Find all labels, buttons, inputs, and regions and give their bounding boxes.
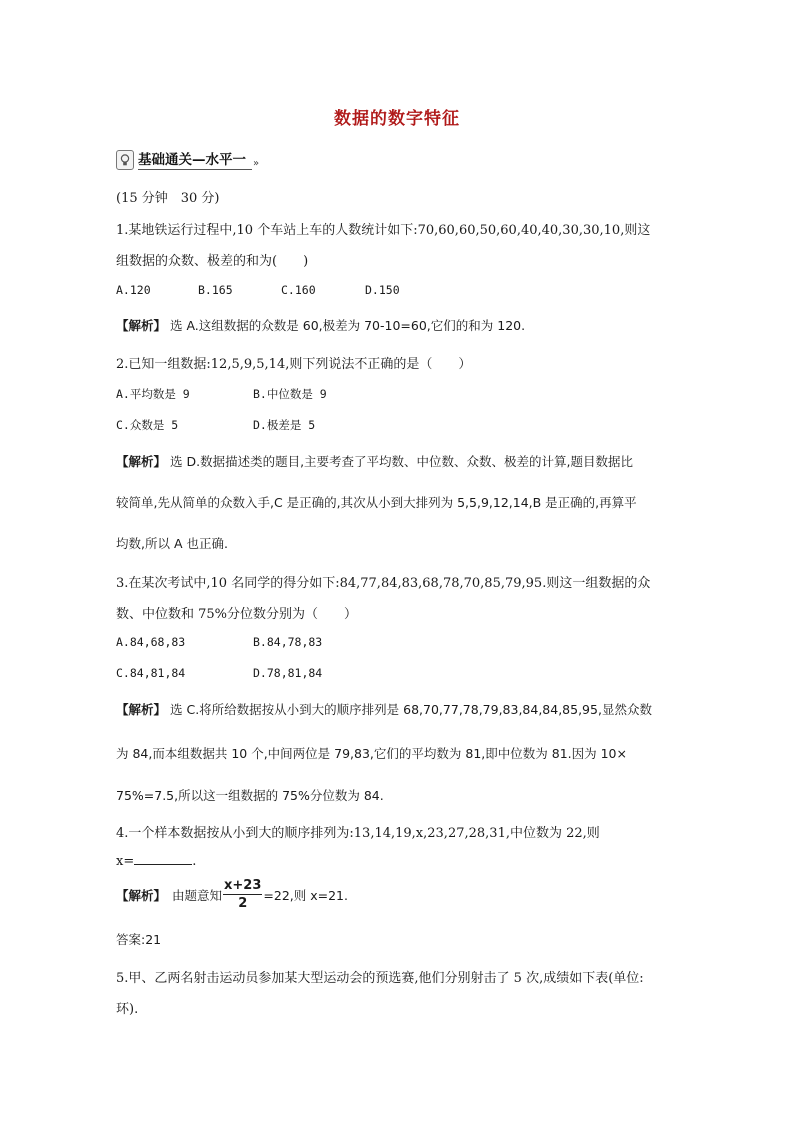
q4-suffix: . — [192, 854, 197, 869]
q3-analysis-line3: 75%=7.5,所以这一组数据的 75%分位数为 84. — [116, 788, 384, 803]
q2-analysis-line3: 均数,所以 A 也正确. — [116, 536, 228, 551]
analysis-tag: 【解析】 — [116, 702, 167, 717]
q3-option-d: D.78,81,84 — [253, 666, 323, 680]
chevron-right-icon: » — [253, 157, 260, 169]
q3-option-c: C.84,81,84 — [116, 666, 186, 680]
q4-analysis-prefix: 由题意知 — [172, 888, 223, 903]
q2-analysis-text-1: 选 D.数据描述类的题目,主要考查了平均数、中位数、众数、极差的计算,题目数据比 — [170, 454, 634, 469]
q4-analysis-suffix: =22,则 x=21. — [263, 888, 348, 903]
q3-line2: 数、中位数和 75%分位数分别为（ ） — [116, 607, 358, 622]
lightbulb-icon — [116, 150, 134, 170]
section-header — [116, 149, 259, 171]
q2-option-d: D.极差是 5 — [253, 418, 316, 432]
q4-line2 — [116, 853, 196, 869]
q1-analysis — [116, 316, 525, 334]
q3-analysis-line1 — [116, 700, 652, 718]
q4-line1: 4.一个样本数据按从小到大的顺序排列为:13,14,19,x,23,27,28,31,中位数为 22,则 — [116, 826, 600, 841]
fraction-denominator: 2 — [238, 896, 248, 911]
q2-option-b: B.中位数是 9 — [253, 387, 327, 401]
q2-line1: 2.已知一组数据:12,5,9,5,14,则下列说法不正确的是（ ） — [116, 357, 472, 372]
section-label: 基础通关—水平一 — [138, 151, 252, 170]
fraction-numerator: x+23 — [224, 878, 262, 893]
q2-option-a: A.平均数是 9 — [116, 387, 190, 401]
analysis-tag: 【解析】 — [116, 888, 167, 903]
q2-analysis-line1 — [116, 452, 633, 470]
q5-line2: 环). — [116, 1002, 139, 1017]
q1-line2: 组数据的众数、极差的和为( ) — [116, 254, 309, 269]
fraction — [223, 878, 262, 912]
q3-analysis-text-1: 选 C.将所给数据按从小到大的顺序排列是 68,70,77,78,79,83,84,84,85,95,显然众数 — [170, 702, 652, 717]
q2-option-c: C.众数是 5 — [116, 418, 179, 432]
q1-analysis-text: 选 A.这组数据的众数是 60,极差为 70-10=60,它们的和为 120. — [170, 318, 526, 333]
q1-option-d: D.150 — [365, 283, 400, 297]
q3-option-a: A.84,68,83 — [116, 635, 186, 649]
q4-analysis — [116, 878, 348, 912]
q5-line1: 5.甲、乙两名射击运动员参加某大型运动会的预选赛,他们分别射击了 5 次,成绩如下表(单位: — [116, 971, 644, 986]
q3-option-b: B.84,78,83 — [253, 635, 323, 649]
time-note: (15 分钟 30 分) — [116, 191, 220, 206]
analysis-tag: 【解析】 — [116, 454, 167, 469]
q3-analysis-line2: 为 84,而本组数据共 10 个,中间两位是 79,83,它们的平均数为 81,即中位数为 81.因为 10× — [116, 746, 627, 761]
page-title: 数据的数字特征 — [334, 109, 460, 129]
q1-line1: 1.某地铁运行过程中,10 个车站上车的人数统计如下:70,60,60,50,60,40,40,30,30,10,则这 — [116, 223, 651, 238]
q1-option-a: A.120 — [116, 283, 151, 297]
q1-option-c: C.160 — [281, 283, 316, 297]
analysis-tag: 【解析】 — [116, 318, 167, 333]
q4-answer: 答案:21 — [116, 932, 162, 947]
q2-analysis-line2: 较简单,先从简单的众数入手,C 是正确的,其次从小到大排列为 5,5,9,12,14,B 是正确的,再算平 — [116, 495, 637, 510]
q1-option-b: B.165 — [198, 283, 233, 297]
q4-prefix: x= — [116, 854, 135, 869]
answer-blank — [134, 853, 192, 865]
q3-line1: 3.在某次考试中,10 名同学的得分如下:84,77,84,83,68,78,70,85,79,95.则这一组数据的众 — [116, 576, 651, 591]
